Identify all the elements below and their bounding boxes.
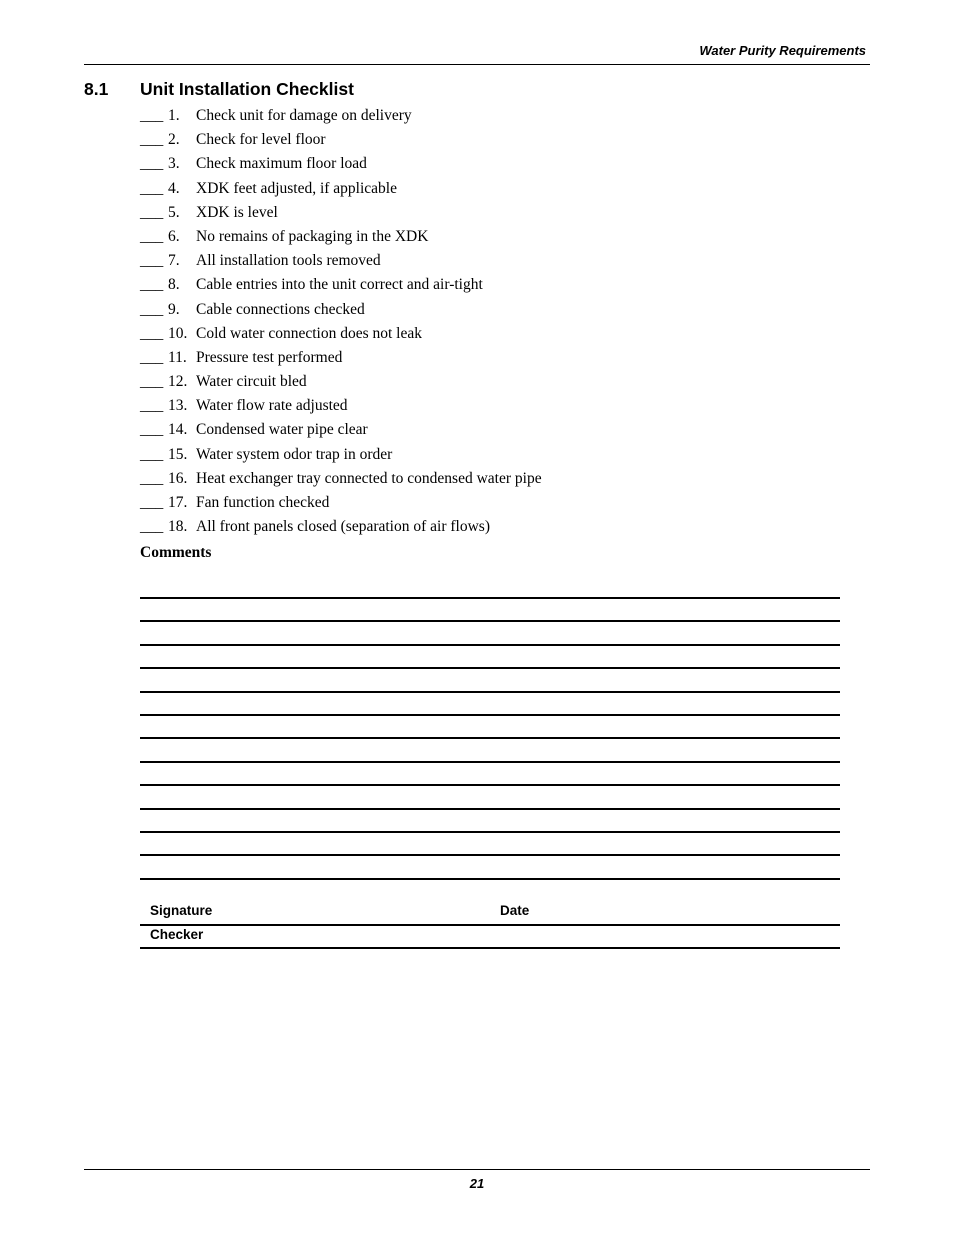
item-number: 9. (168, 300, 180, 318)
comment-line[interactable] (140, 854, 840, 856)
checklist-item (140, 371, 840, 395)
item-number: 13. (168, 397, 188, 415)
item-text: All front panels closed (separation of air flows) (196, 518, 490, 536)
checkbox-blank[interactable]: ___ (140, 494, 164, 511)
comment-line[interactable] (140, 644, 840, 646)
footer-rule (84, 1169, 870, 1170)
comment-line[interactable] (140, 831, 840, 833)
checklist-item (140, 468, 840, 492)
comment-line[interactable] (140, 667, 840, 669)
comments-label: Comments (140, 544, 212, 561)
item-text: Water circuit bled (196, 373, 307, 391)
section-number: 8.1 (84, 79, 109, 99)
checklist-item (140, 153, 840, 177)
item-text: Cold water connection does not leak (196, 324, 422, 342)
item-text: Pressure test performed (196, 348, 343, 366)
checkbox-blank[interactable]: ___ (140, 421, 164, 439)
checker-line[interactable] (140, 947, 840, 949)
checklist-item (140, 299, 840, 323)
installation-checklist (140, 105, 840, 540)
item-number: 12. (168, 373, 188, 391)
checkbox-blank[interactable]: ___ (140, 227, 164, 245)
checkbox-blank[interactable]: ___ (140, 131, 164, 149)
signature-line[interactable] (140, 924, 840, 926)
checklist-item (140, 323, 840, 347)
item-text: Water system odor trap in order (196, 445, 393, 463)
checklist-item (140, 250, 840, 274)
item-number: 17. (168, 494, 188, 511)
checklist-item (140, 419, 840, 443)
checklist-item (140, 395, 840, 419)
comment-line[interactable] (140, 761, 840, 763)
item-text: XDK is level (196, 203, 278, 221)
checkbox-blank[interactable]: ___ (140, 445, 164, 463)
item-text: Cable connections checked (196, 300, 365, 318)
item-number: 2. (168, 131, 180, 149)
checklist-item (140, 226, 840, 250)
section-title: Unit Installation Checklist (140, 79, 354, 99)
checker-label: Checker (150, 927, 204, 942)
checklist-item (140, 105, 840, 129)
item-number: 6. (168, 227, 180, 245)
checkbox-blank[interactable]: ___ (140, 324, 164, 342)
comment-line[interactable] (140, 808, 840, 810)
item-text: Cable entries into the unit correct and air-tight (196, 276, 483, 294)
comment-line[interactable] (140, 878, 840, 880)
item-number: 18. (168, 518, 188, 536)
item-text: XDK feet adjusted, if applicable (196, 179, 397, 197)
item-text: Water flow rate adjusted (196, 397, 348, 415)
checklist-item (140, 492, 840, 516)
checklist-item (140, 178, 840, 202)
item-number: 10. (168, 324, 188, 342)
checklist-item (140, 444, 840, 468)
checklist-item (140, 202, 840, 226)
item-number: 7. (168, 252, 180, 270)
checklist-item (140, 516, 840, 540)
comment-line[interactable] (140, 714, 840, 716)
checklist-item (140, 274, 840, 298)
checkbox-blank[interactable]: ___ (140, 469, 164, 487)
checkbox-blank[interactable]: ___ (140, 397, 164, 415)
checkbox-blank[interactable]: ___ (140, 203, 164, 221)
item-text: Heat exchanger tray connected to condensed water pipe (196, 469, 542, 487)
item-text: Check for level floor (196, 131, 326, 149)
checkbox-blank[interactable]: ___ (140, 252, 164, 270)
section-heading (84, 79, 354, 100)
item-number: 16. (168, 469, 188, 487)
checkbox-blank[interactable]: ___ (140, 107, 164, 124)
item-text: Check maximum floor load (196, 155, 367, 173)
item-text: Fan function checked (196, 494, 330, 511)
checkbox-blank[interactable]: ___ (140, 276, 164, 294)
comment-line[interactable] (140, 784, 840, 786)
item-text: Condensed water pipe clear (196, 421, 368, 439)
item-number: 8. (168, 276, 180, 294)
checkbox-blank[interactable]: ___ (140, 348, 164, 366)
item-number: 11. (168, 348, 187, 366)
item-number: 1. (168, 107, 180, 124)
item-number: 3. (168, 155, 180, 173)
date-label: Date (500, 903, 530, 918)
checkbox-blank[interactable]: ___ (140, 155, 164, 173)
item-number: 4. (168, 179, 180, 197)
item-number: 15. (168, 445, 188, 463)
checkbox-blank[interactable]: ___ (140, 373, 164, 391)
comment-line[interactable] (140, 597, 840, 599)
item-number: 5. (168, 203, 180, 221)
running-header-title: Water Purity Requirements (699, 43, 866, 58)
comment-line[interactable] (140, 620, 840, 622)
checklist-item (140, 129, 840, 153)
comment-line[interactable] (140, 691, 840, 693)
checkbox-blank[interactable]: ___ (140, 518, 164, 536)
comment-line[interactable] (140, 737, 840, 739)
checkbox-blank[interactable]: ___ (140, 179, 164, 197)
signature-label: Signature (150, 903, 213, 918)
running-header (84, 38, 870, 65)
item-text: No remains of packaging in the XDK (196, 227, 429, 245)
item-text: Check unit for damage on delivery (196, 107, 412, 124)
checkbox-blank[interactable]: ___ (140, 300, 164, 318)
item-text: All installation tools removed (196, 252, 381, 270)
item-number: 14. (168, 421, 188, 439)
checklist-item (140, 347, 840, 371)
page-number: 21 (469, 1176, 485, 1191)
